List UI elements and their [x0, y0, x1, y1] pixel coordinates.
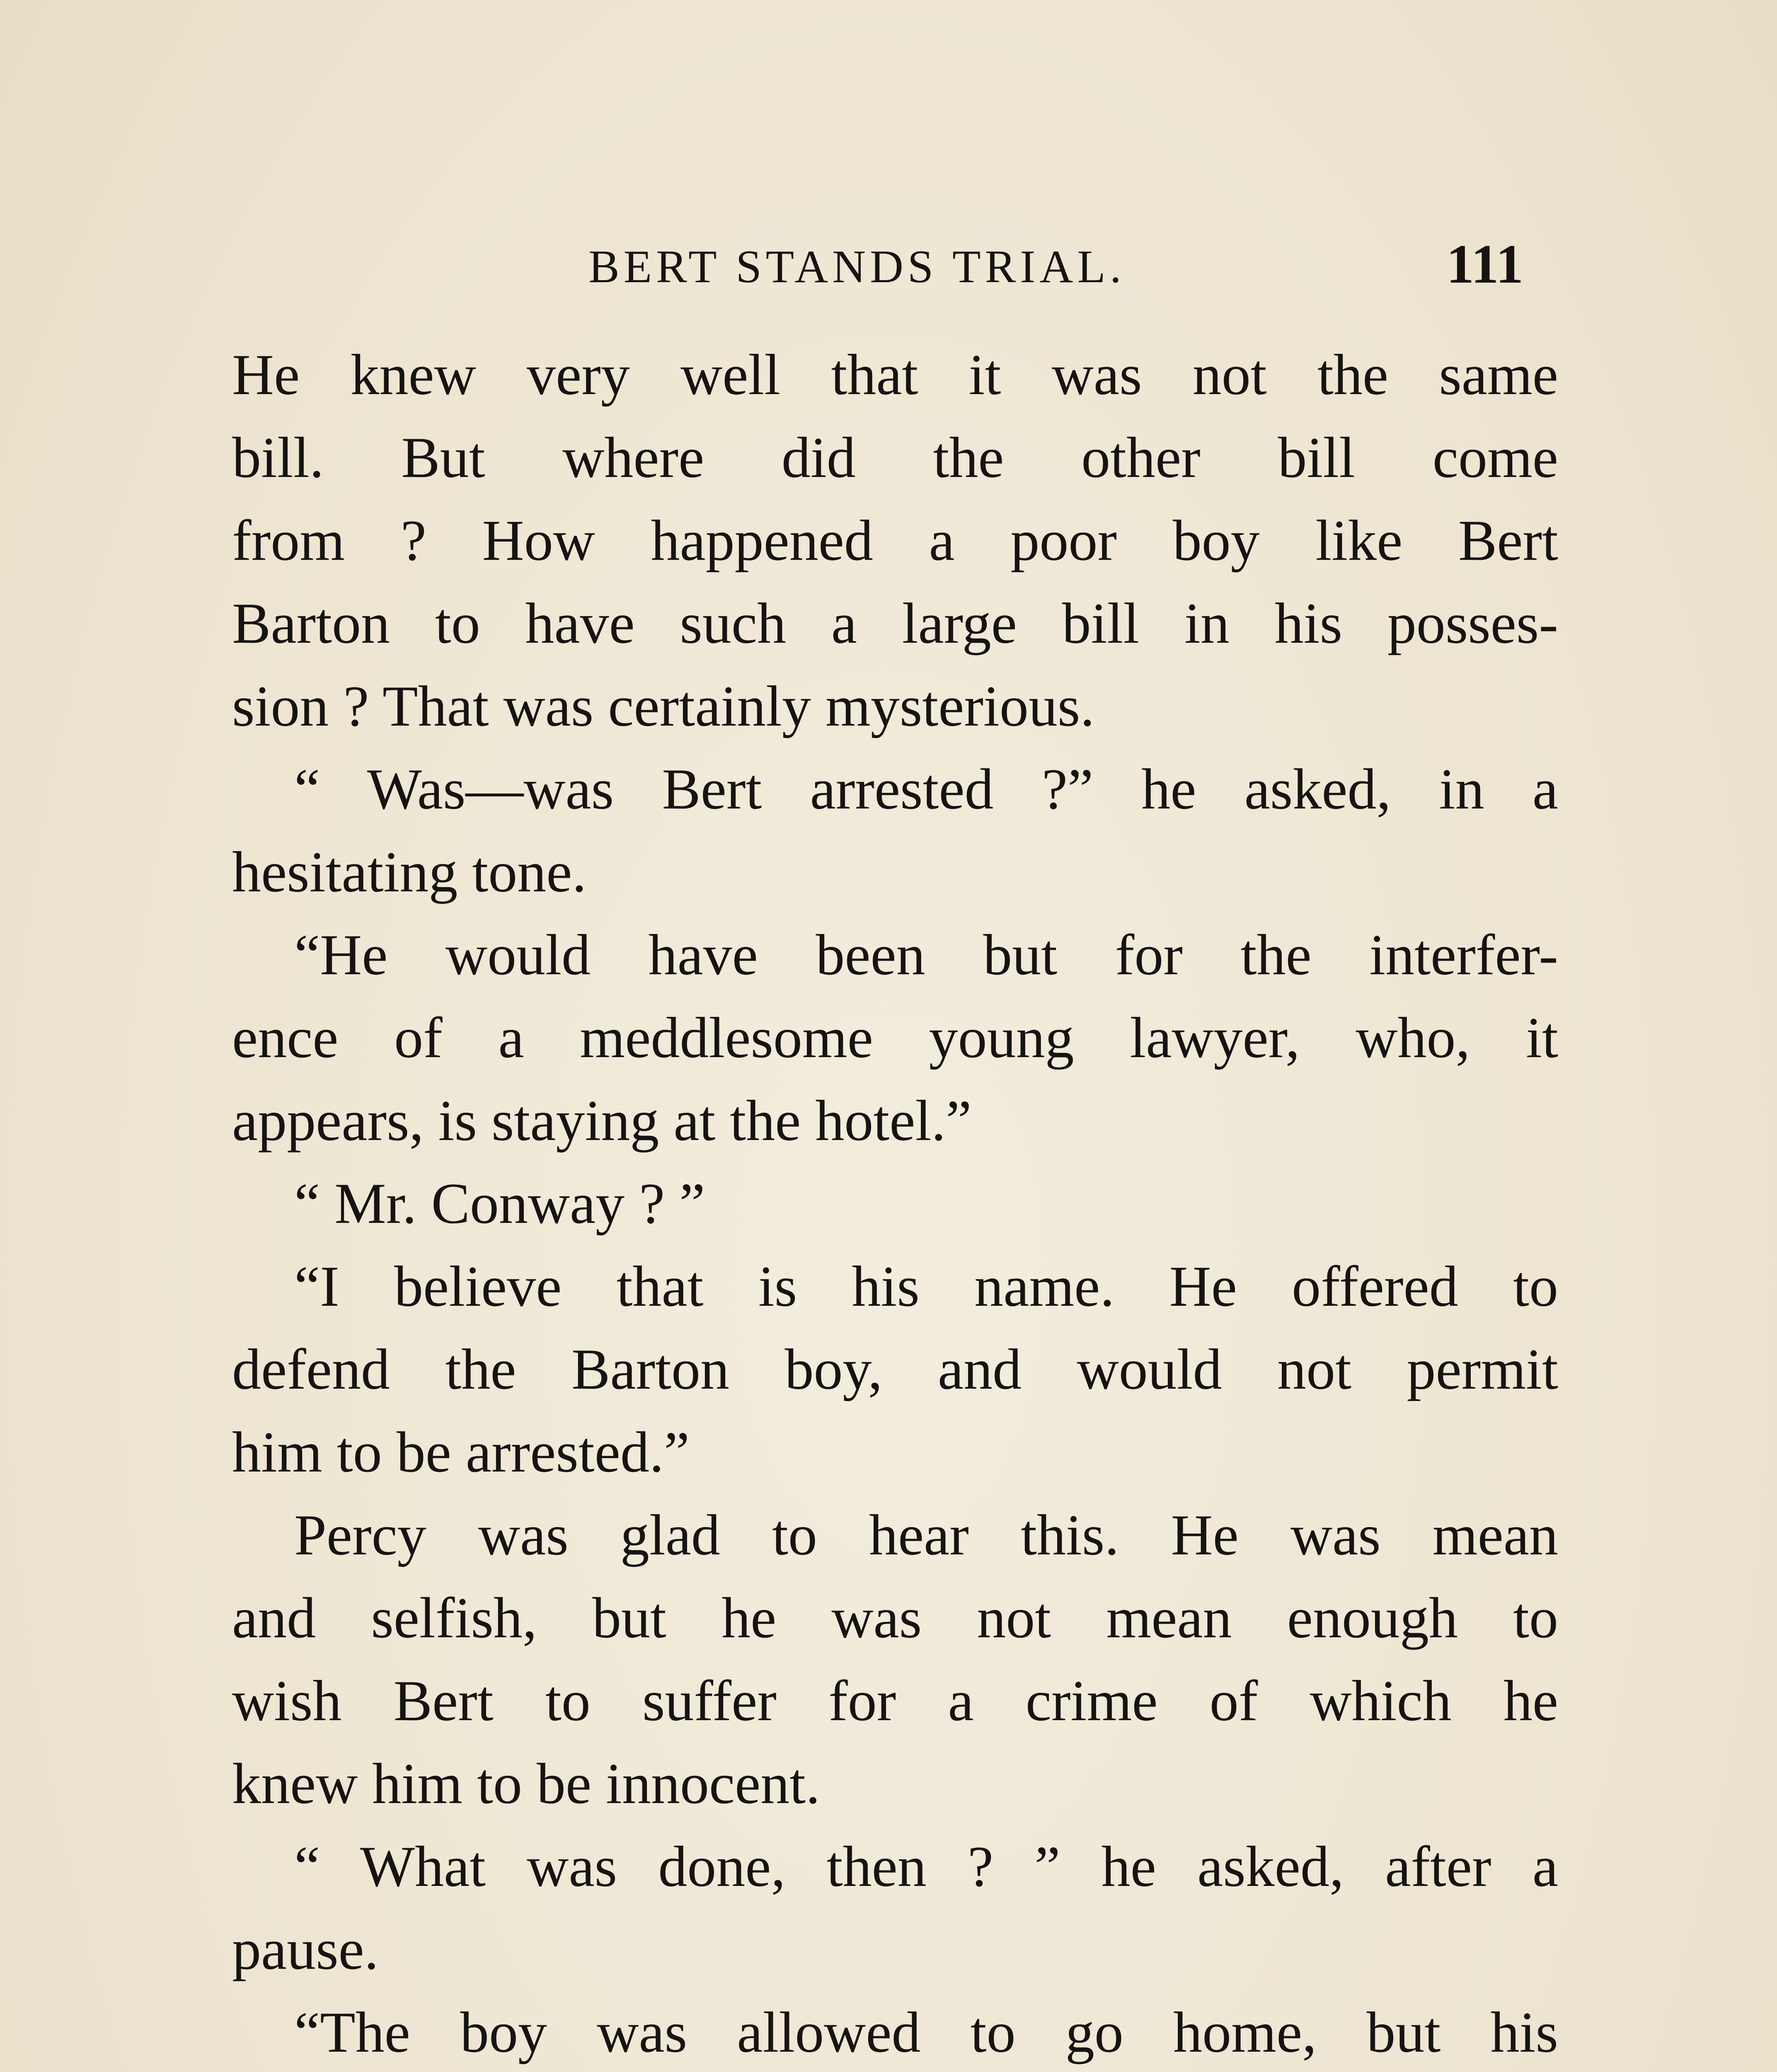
text-line: from ? How happened a poor boy like Bert — [232, 508, 1558, 573]
text-line: “He would have been but for the interfer- — [294, 923, 1558, 987]
text-line: knew him to be innocent. — [232, 1752, 821, 1816]
text-line: “I believe that is his name. He offered to — [294, 1254, 1558, 1319]
page-header — [0, 232, 1777, 294]
text-line: “ Was—was Bert arrested ?” he asked, in a — [294, 757, 1558, 821]
text-line: He knew very well that it was not the same — [232, 343, 1558, 407]
text-line: sion ? That was certainly mysterious. — [232, 674, 1095, 738]
text-line: Percy was glad to hear this. He was mean — [294, 1503, 1558, 1567]
text-line: wish Bert to suffer for a crime of which he — [232, 1669, 1558, 1733]
text-line: “ What was done, then ? ” he asked, after a — [294, 1835, 1558, 1899]
page-number: 111 — [1446, 233, 1524, 295]
text-line: and selfish, but he was not mean enough to — [232, 1586, 1558, 1650]
body-text — [232, 334, 1558, 2072]
text-line: defend the Barton boy, and would not permit — [232, 1337, 1558, 1402]
text-line: bill. But where did the other bill come — [232, 426, 1558, 490]
running-title: BERT STANDS TRIAL. — [588, 241, 1126, 293]
text-line: ence of a meddlesome young lawyer, who, it — [232, 1006, 1558, 1070]
text-line: pause. — [232, 1917, 379, 1982]
text-line: “The boy was allowed to go home, but his — [294, 2000, 1558, 2065]
text-line: appears, is staying at the hotel.” — [232, 1089, 972, 1153]
text-line: hesitating tone. — [232, 840, 587, 904]
text-line: him to be arrested.” — [232, 1420, 690, 1484]
text-line: “ Mr. Conway ? ” — [294, 1172, 705, 1236]
text-line: Barton to have such a large bill in his posses- — [232, 591, 1558, 656]
